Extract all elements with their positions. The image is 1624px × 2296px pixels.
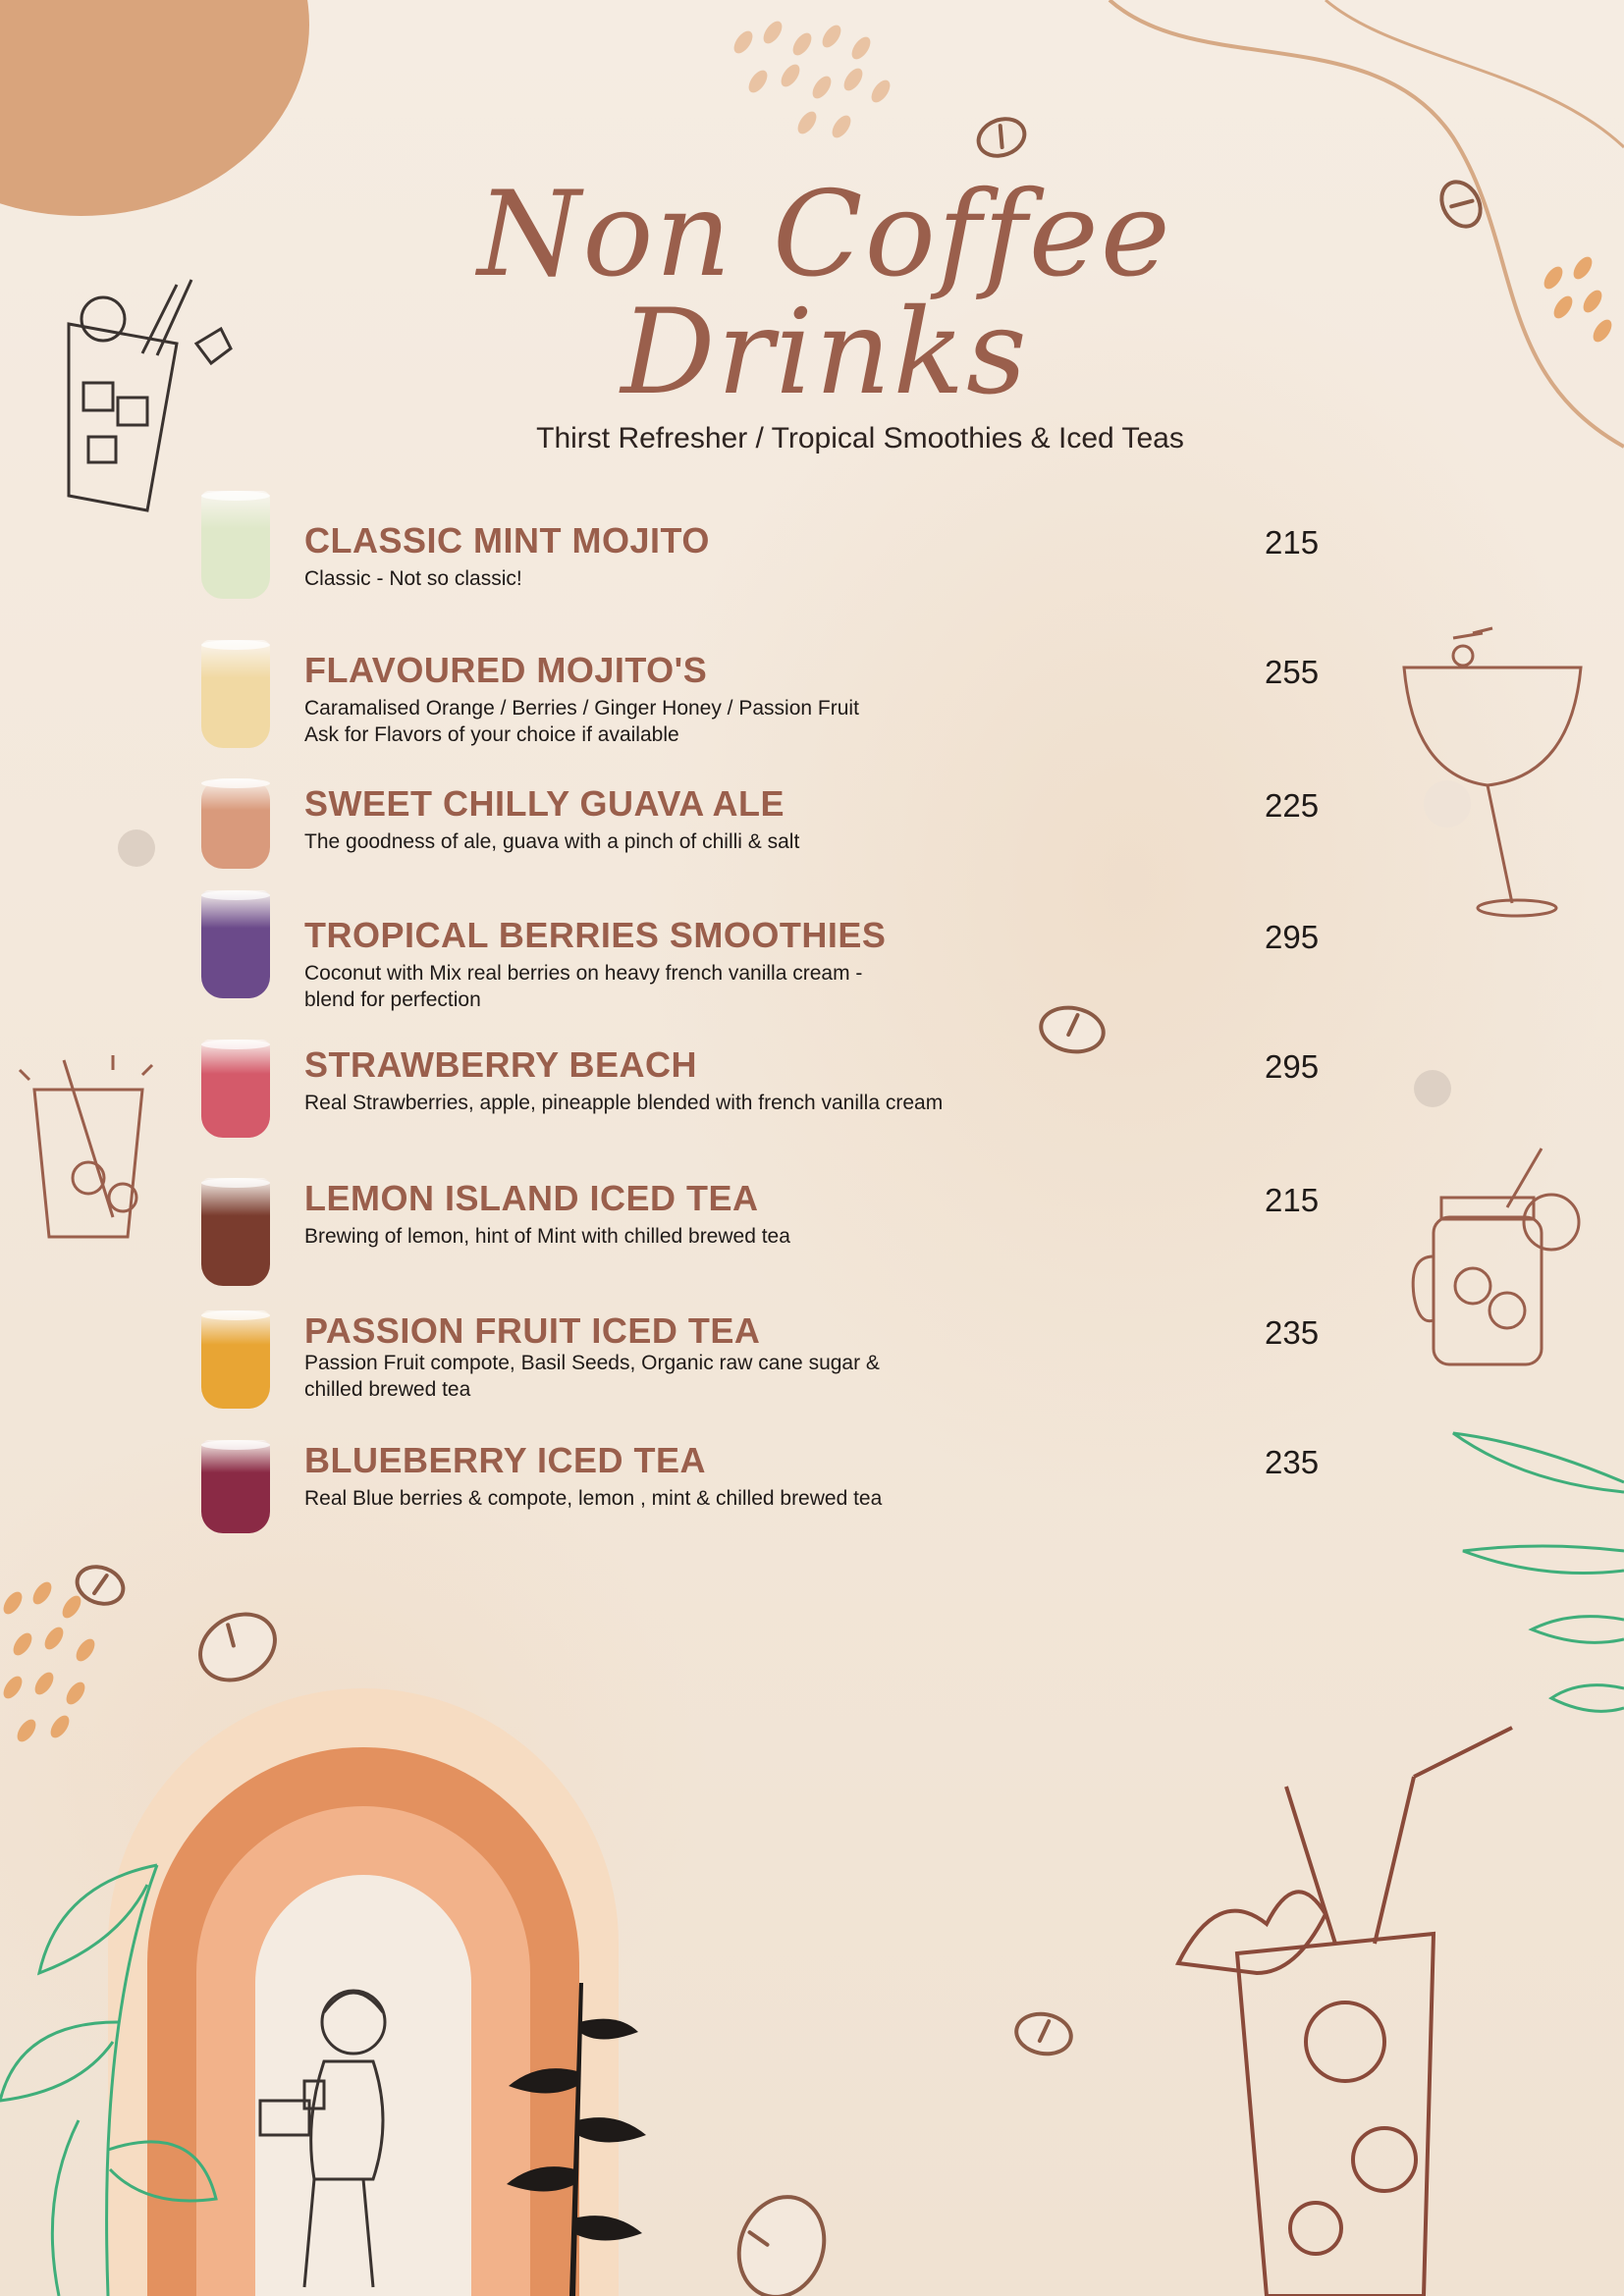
dot-decoration: [1424, 780, 1471, 828]
drink-photo: [201, 1310, 270, 1409]
item-name: LEMON ISLAND ICED TEA: [304, 1178, 759, 1218]
dot-pattern-decoration: [727, 20, 923, 147]
item-description-line: The goodness of ale, guava with a pinch of chilli & salt: [304, 830, 800, 853]
item-name: TROPICAL BERRIES SMOOTHIES: [304, 915, 887, 955]
cocktail-glass-sketch-icon: [1394, 628, 1591, 923]
item-description-line: blend for perfection: [304, 988, 481, 1011]
item-name: CLASSIC MINT MOJITO: [304, 520, 710, 561]
item-description: [304, 1350, 1051, 1403]
drink-photo: [201, 1178, 270, 1286]
item-description: [304, 1485, 1051, 1512]
item-price: 255: [1265, 654, 1320, 690]
green-plant-decoration-icon: [0, 1826, 226, 2296]
page-subtitle: Thirst Refresher / Tropical Smoothies & Iced Teas: [536, 422, 1184, 454]
item-price: 215: [1265, 524, 1320, 561]
peach-circle-decoration: [0, 0, 309, 216]
drink-photo: [201, 1040, 270, 1138]
item-description-line: Caramalised Orange / Berries / Ginger Honey / Passion Fruit: [304, 697, 859, 720]
black-plant-decoration-icon: [471, 1983, 687, 2296]
coffee-bean-icon: [723, 2182, 840, 2296]
dot-decoration: [118, 829, 155, 867]
item-description-line: Real Blue berries & compote, lemon , mint & chilled brewed tea: [304, 1487, 883, 1510]
dot-decoration: [1414, 1070, 1451, 1107]
iced-glass-sketch-icon: [15, 1050, 172, 1247]
item-name: SWEET CHILLY GUAVA ALE: [304, 783, 785, 824]
mojito-glass-sketch-icon: [49, 265, 255, 520]
item-price: 295: [1265, 1048, 1320, 1085]
item-name: BLUEBERRY ICED TEA: [304, 1440, 707, 1480]
coffee-bean-icon: [186, 1598, 290, 1695]
item-name: FLAVOURED MOJITO'S: [304, 650, 708, 690]
item-description: [304, 960, 1051, 1013]
item-price: 295: [1265, 919, 1320, 955]
mason-jar-sketch-icon: [1414, 1148, 1591, 1374]
item-description-line: Ask for Flavors of your choice if available: [304, 723, 679, 746]
drink-photo: [201, 1440, 270, 1533]
item-description-line: Classic - Not so classic!: [304, 567, 522, 590]
page-title: Non Coffee Drinks: [477, 167, 1172, 421]
drink-photo: [201, 491, 270, 599]
item-description: [304, 565, 1051, 592]
item-price: 235: [1265, 1314, 1320, 1351]
person-with-coffee-sketch-icon: [255, 1983, 452, 2296]
item-price: 215: [1265, 1182, 1320, 1218]
coffee-bean-icon: [971, 110, 1033, 164]
item-description-line: Brewing of lemon, hint of Mint with chilled brewed tea: [304, 1225, 790, 1248]
item-description-line: Real Strawberries, apple, pineapple blended with french vanilla cream: [304, 1092, 944, 1114]
item-price: 225: [1265, 787, 1320, 824]
drink-photo: [201, 778, 270, 869]
drink-photo: [201, 640, 270, 748]
left-dots-decoration: [0, 1580, 108, 1777]
coffee-bean-icon: [1011, 2007, 1077, 2060]
item-name: PASSION FRUIT ICED TEA: [304, 1310, 761, 1351]
item-name: STRAWBERRY BEACH: [304, 1044, 698, 1085]
item-description: [304, 1223, 1051, 1250]
item-description-line: chilled brewed tea: [304, 1378, 471, 1401]
item-price: 235: [1265, 1444, 1320, 1480]
leaves-decoration-icon: [1434, 1423, 1624, 1747]
item-description-line: Passion Fruit compote, Basil Seeds, Organic raw cane sugar &: [304, 1352, 880, 1374]
item-description: [304, 1090, 1051, 1116]
item-description: [304, 828, 1051, 855]
item-description-line: Coconut with Mix real berries on heavy french vanilla cream -: [304, 962, 863, 985]
drink-photo: [201, 890, 270, 998]
large-mojito-sketch-icon: [1139, 1718, 1551, 2296]
item-description: [304, 695, 1051, 748]
